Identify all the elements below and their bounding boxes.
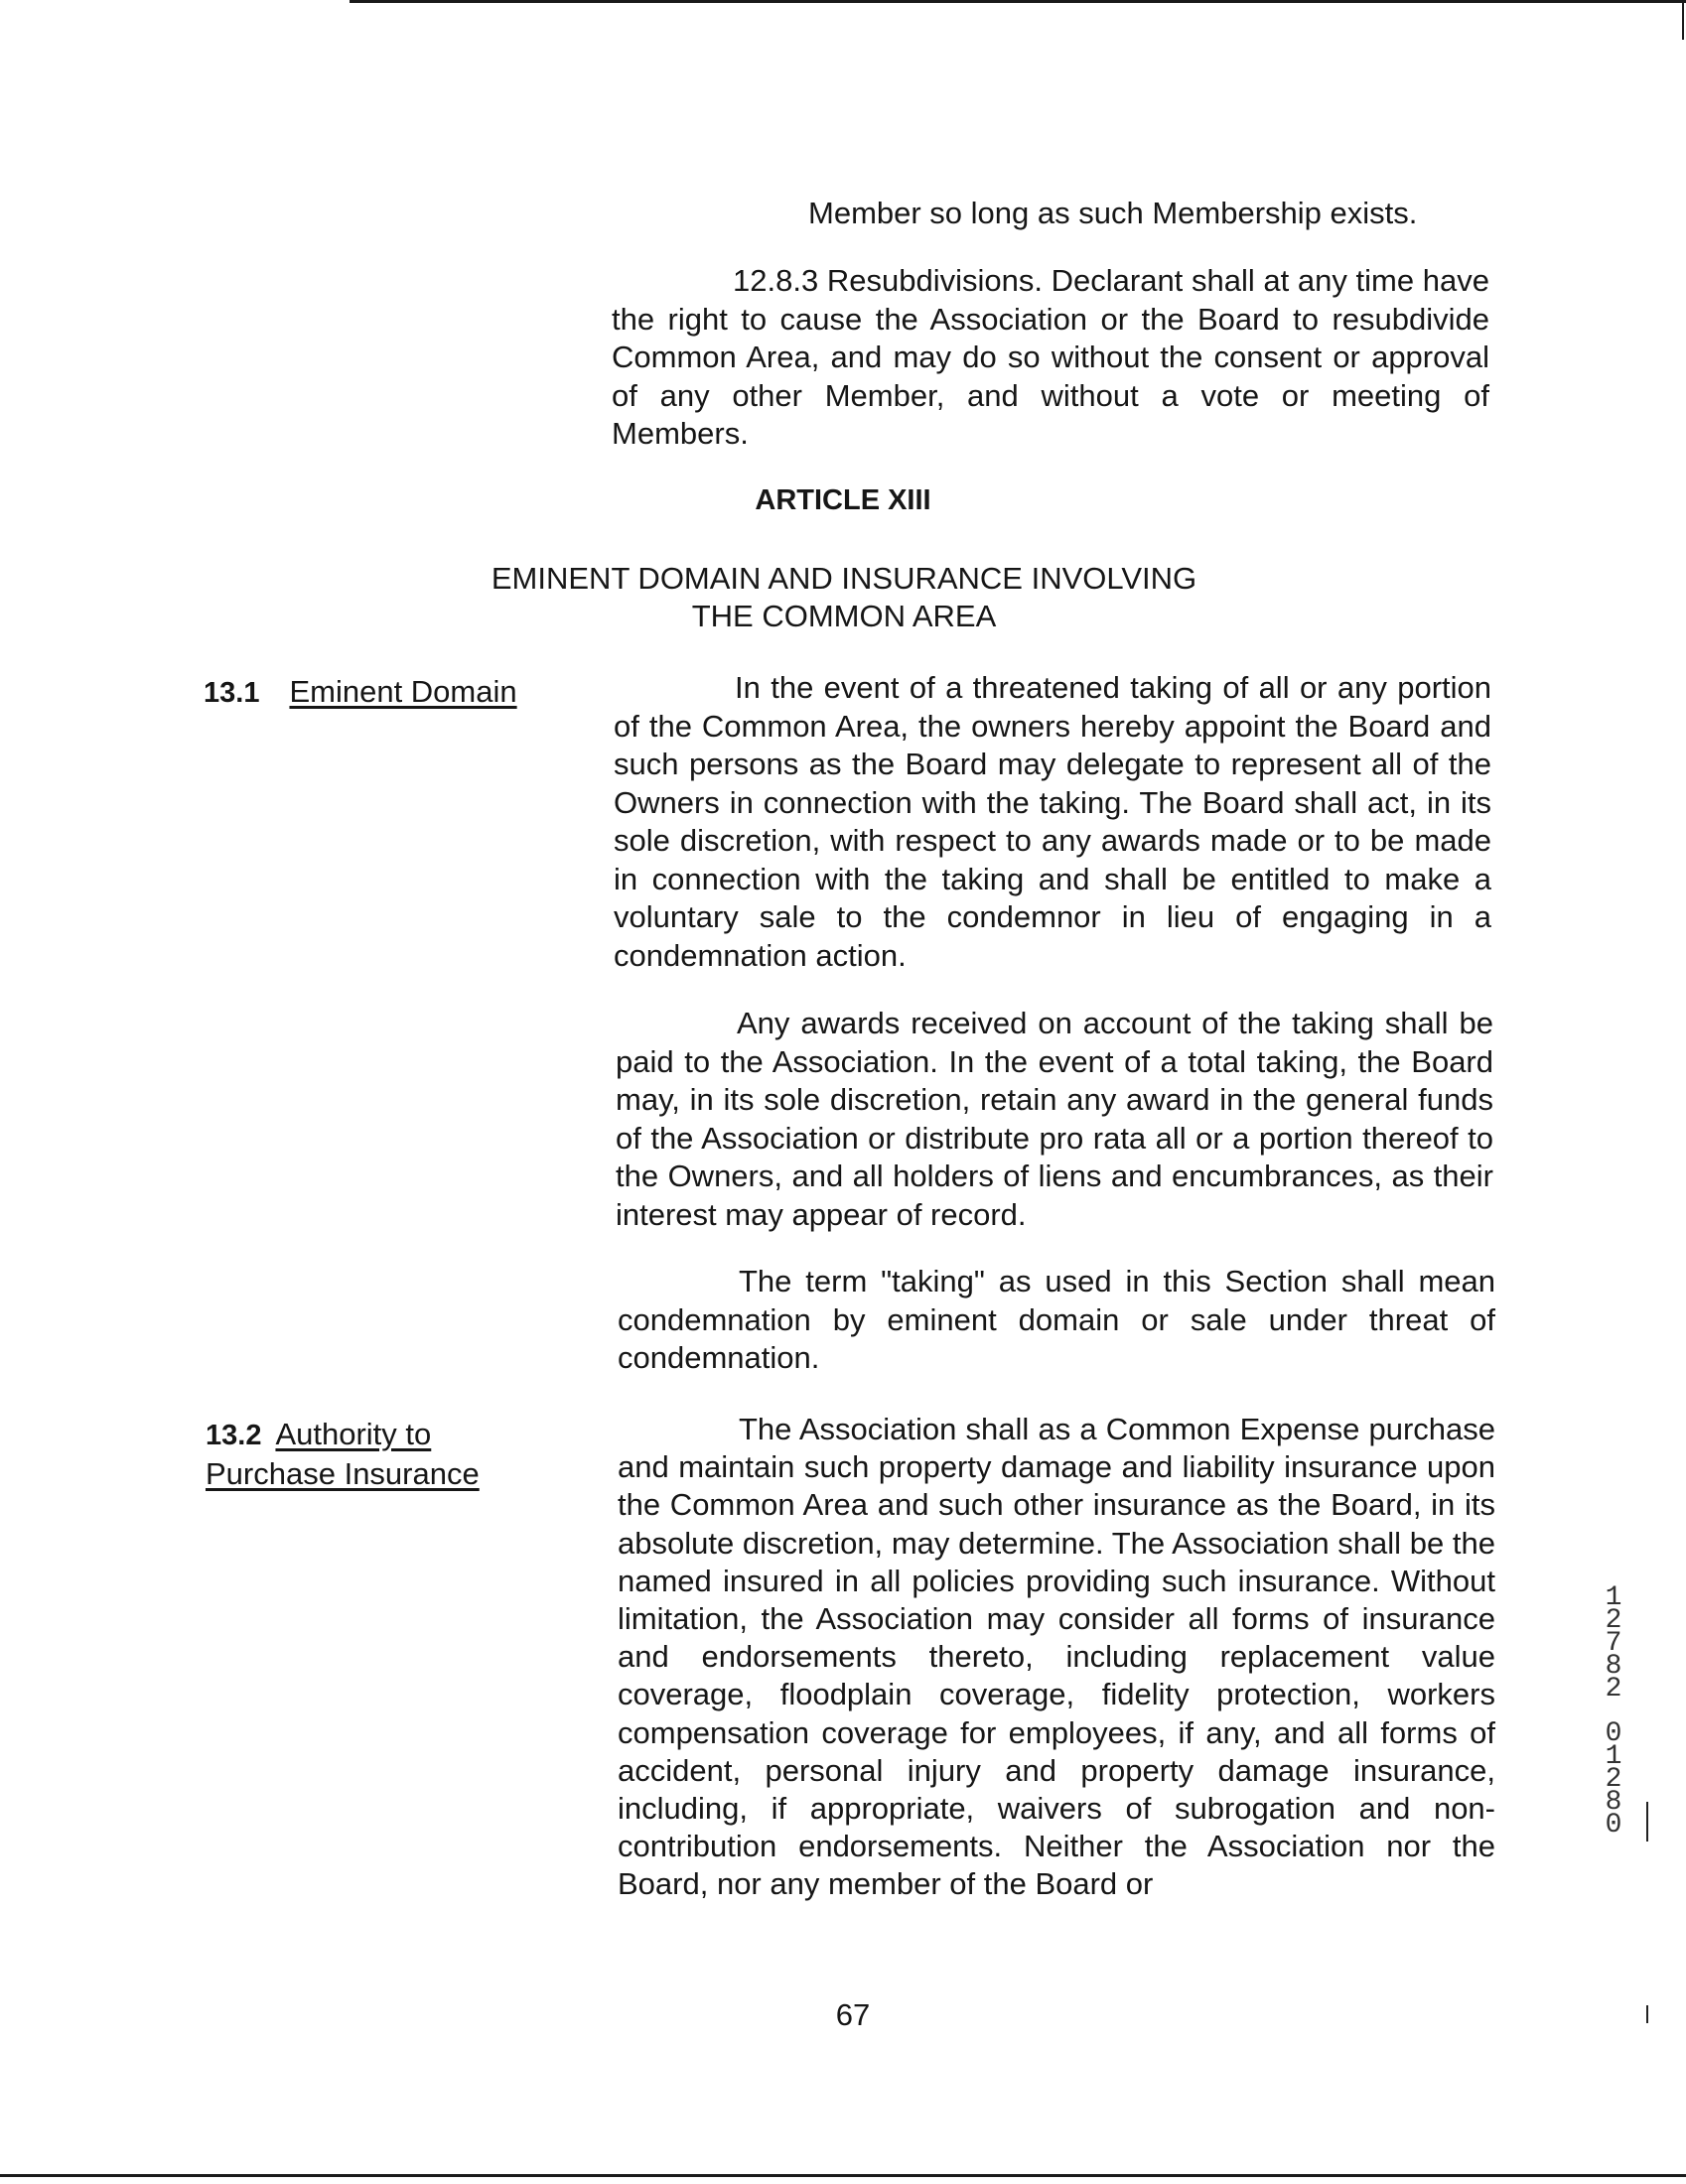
article-subtitle-line: THE COMMON AREA xyxy=(691,599,997,633)
section-13-2-heading xyxy=(206,1416,480,1493)
section-number: 13.1 xyxy=(204,677,260,709)
stamp-digit: 7 xyxy=(1605,1628,1622,1659)
article-subtitle xyxy=(462,560,1226,635)
article-subtitle-line: EMINENT DOMAIN AND INSURANCE INVOLVING xyxy=(491,561,1197,596)
continuation-line: Member so long as such Membership exists. xyxy=(808,196,1418,230)
section-title: Authority to xyxy=(275,1417,432,1451)
section-13-1-heading xyxy=(204,673,517,713)
article-title: ARTICLE XIII xyxy=(755,484,931,516)
resubdivisions-paragraph: 12.8.3 Resubdivisions. Declarant shall at any time have the right to cause the Association or the Board to resubdivide Common Area, and may do so without the consent or approval of any other Member, and without a vote or meeting of Members. xyxy=(612,263,1489,451)
stamp-digit: 0 xyxy=(1605,1718,1622,1749)
scan-border-bottom xyxy=(0,2174,1686,2177)
scan-mark xyxy=(1646,1802,1648,1842)
stamp-digit: 1 xyxy=(1605,1741,1622,1772)
section-13-1-paragraph: Any awards received on account of the taking shall be paid to the Association. In the event of a total taking, the Board may, in its sole discretion, retain any award in the general funds of the Association or distribute pro rata all or a portion thereof to the Owners, and all holders of liens and encumbrances, as their interest may appear of record. xyxy=(616,1006,1493,1232)
stamp-digit: 0 xyxy=(1605,1810,1622,1841)
stamp-digit: 1 xyxy=(1605,1582,1622,1613)
page-number: 67 xyxy=(835,1997,871,2032)
section-title: Eminent Domain xyxy=(289,674,517,709)
stamp-digit: 2 xyxy=(1605,1764,1622,1795)
recording-number-stamp xyxy=(1604,1582,1623,1841)
scan-border-right xyxy=(1682,0,1684,40)
section-title: Purchase Insurance xyxy=(206,1455,480,1491)
section-number: 13.2 xyxy=(206,1420,262,1451)
scan-border-top xyxy=(350,0,1686,3)
stamp-digit: 2 xyxy=(1605,1605,1622,1636)
stamp-digit: 8 xyxy=(1605,1787,1622,1818)
section-13-1-paragraph: The term "taking" as used in this Section shall mean condemnation by eminent domain or sale under threat of condemnation. xyxy=(618,1264,1495,1375)
section-13-1-paragraph: In the event of a threatened taking of all or any portion of the Common Area, the owners hereby appoint the Board and such persons as the Board may delegate to represent all of the Owners in connection with the taking. The Board shall act, in its sole discretion, with respect to any awards made or to be made in connection with the taking and shall be entitled to make a voluntary sale to the condemnor in lieu of engaging in a condemnation action. xyxy=(614,670,1491,973)
stamp-digit: 2 xyxy=(1605,1674,1622,1705)
section-13-2-paragraph: The Association shall as a Common Expense purchase and maintain such property damage and liability insurance upon the Common Area and such other insurance as the Board, in its absolute discretion, may determine. The Association shall be the named insured in all policies providing such insurance. Without limitation, the Association may consider all forms of insurance and endorsements thereto, including replacement value coverage, floodplain coverage, fidelity protection, workers compensation coverage for employees, if any, and all forms of accident, personal injury and property damage insurance, including, if appropriate, waivers of subrogation and non-contribution endorsements. Neither the Association nor the Board, nor any member of the Board or xyxy=(618,1412,1495,1902)
stamp-digit: 8 xyxy=(1605,1651,1622,1682)
